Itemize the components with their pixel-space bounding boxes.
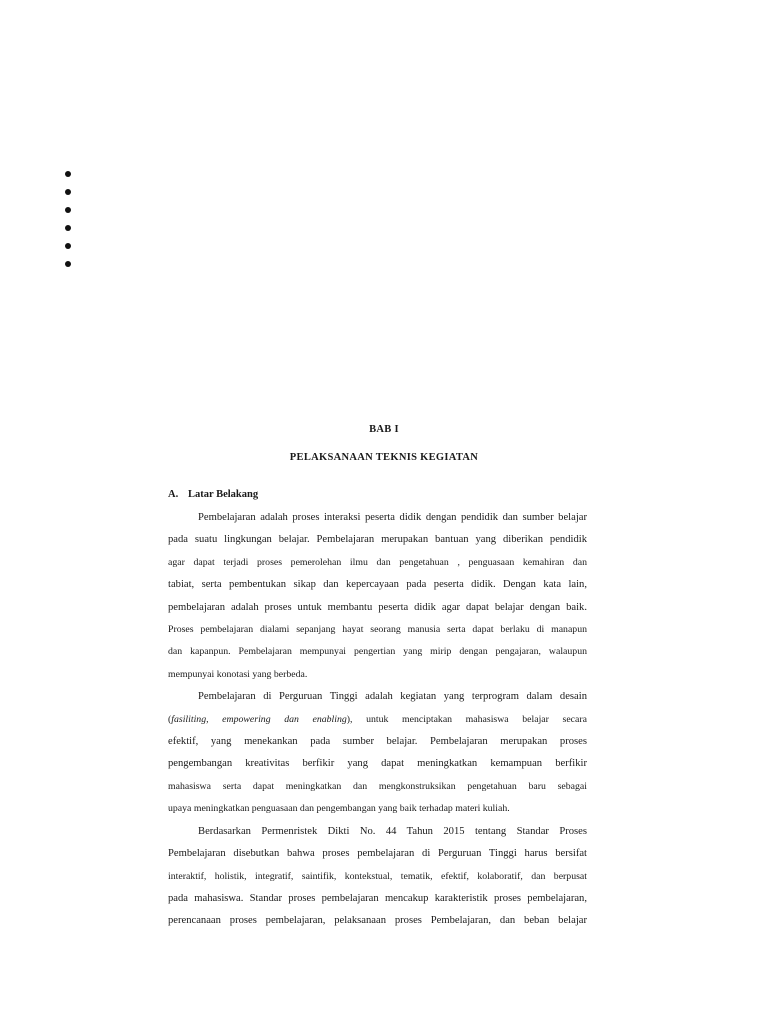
- italic-phrase: fasiliting, empowering dan enabling: [171, 713, 347, 725]
- text-line: perencanaan proses pembelajaran, pelaksanaan proses Pembelajaran, dan beban belajar: [168, 915, 587, 927]
- section-letter: A.: [168, 489, 179, 500]
- text-line: upaya meningkatkan penguasaan dan pengembangan yang baik terhadap materi kuliah.: [168, 803, 510, 815]
- text-line: efektif, yang menekankan pada sumber belajar. Pembelajaran merupakan proses: [168, 736, 587, 748]
- section-title: Latar Belakang: [188, 489, 259, 500]
- body-text: [168, 507, 587, 933]
- paren-open: (: [168, 713, 172, 725]
- text-line: pengembangan kreativitas berfikir yang dapat meningkatkan kemampuan berfikir: [168, 758, 587, 770]
- text-line: interaktif, holistik, integratif, saintifik, kontekstual, tematik, efektif, kolaboratif, dan berpusat: [168, 870, 587, 882]
- chapter-title: PELAKSANAAN TEKNIS KEGIATAN: [289, 452, 479, 463]
- text-line: Berdasarkan Permenristek Dikti No. 44 Tahun 2015 tentang Standar Proses: [198, 825, 587, 837]
- section-heading: [168, 489, 258, 500]
- text-line: pada mahasiswa. Standar proses pembelajaran mencakup karakteristik proses pembelajaran,: [168, 892, 587, 904]
- text-line: dan kapanpun. Pembelajaran mempunyai pengertian yang mirip dengan pengajaran, walaupun: [168, 646, 587, 658]
- text-line: Proses pembelajaran dialami sepanjang hayat seorang manusia serta dapat berlaku di manapun: [168, 624, 587, 636]
- text-line: Pembelajaran di Perguruan Tinggi adalah kegiatan yang terprogram dalam desain: [198, 691, 587, 703]
- text-line: Pembelajaran disebutkan bahwa proses pembelajaran di Perguruan Tinggi harus bersifat: [168, 848, 587, 860]
- text-line: pembelajaran adalah proses untuk membantu peserta didik agar dapat belajar dengan baik.: [168, 601, 587, 613]
- chapter-number: BAB I: [369, 424, 399, 435]
- text-line: pada suatu lingkungan belajar. Pembelajaran merupakan bantuan yang diberikan pendidik: [168, 534, 587, 546]
- text-line: mempunyai konotasi yang berbeda.: [168, 668, 308, 680]
- text-line: mahasiswa serta dapat meningkatkan dan mengkonstruksikan pengetahuan baru sebagai: [168, 780, 587, 792]
- text-line: Pembelajaran adalah proses interaksi peserta didik dengan pendidik dan sumber belajar: [198, 512, 587, 523]
- line-rest: ), untuk menciptakan mahasiswa belajar secara: [346, 713, 587, 725]
- text-line: tabiat, serta pembentukan sikap dan kepercayaan pada peserta didik. Dengan kata lain,: [168, 579, 587, 591]
- text-line: agar dapat terjadi proses pemerolehan ilmu dan pengetahuan , penguasaan kemahiran dan: [168, 556, 587, 568]
- text-line: [168, 709, 587, 731]
